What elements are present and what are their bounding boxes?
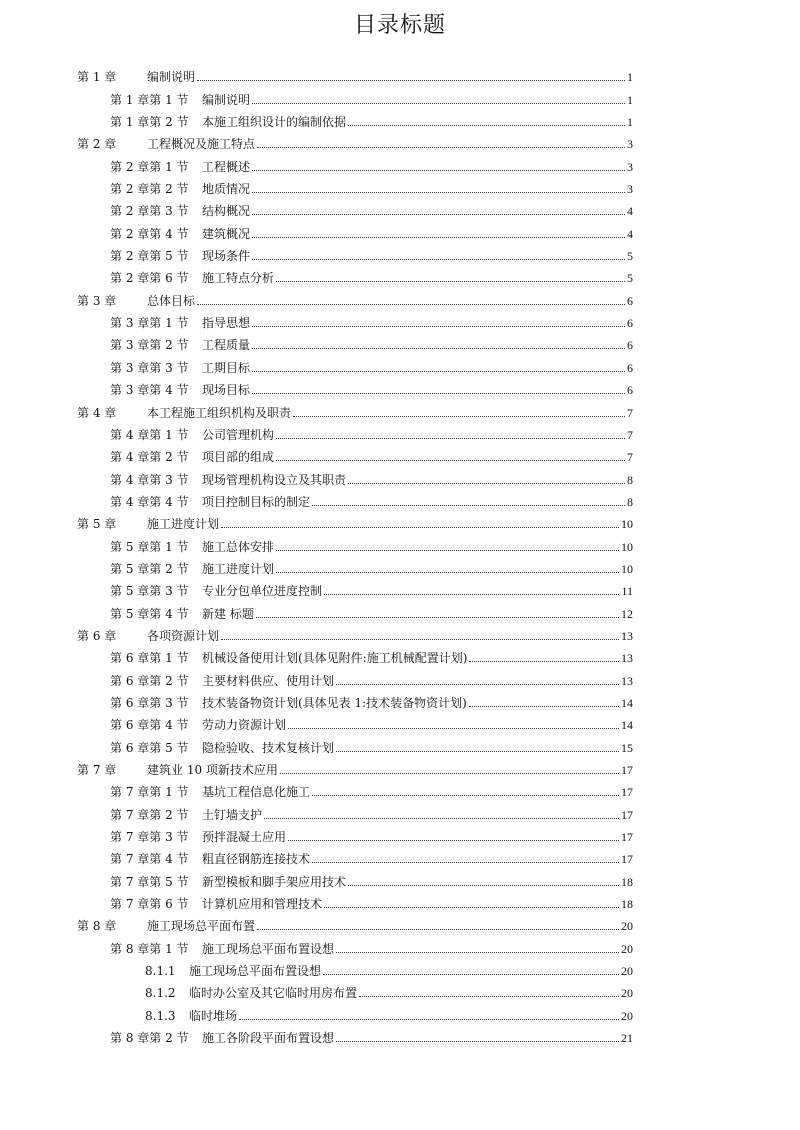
toc-section-entry[interactable] — [77, 866, 633, 888]
toc-page-number: 3 — [627, 182, 633, 197]
toc-entry-number: 第 1 章第 2 节 — [110, 115, 189, 130]
toc-entry-title: 新型模板和脚手架应用技术 — [202, 874, 347, 889]
toc-page-number: 7 — [627, 405, 633, 420]
toc-dot-leader — [276, 281, 625, 282]
toc-entry-number: 第 6 章 — [77, 628, 117, 643]
toc-entry-number: 第 5 章第 1 节 — [110, 539, 189, 554]
toc-entry-number: 第 8 章第 2 节 — [110, 1031, 189, 1046]
toc-entry-title: 总体目标 — [147, 293, 196, 308]
toc-dot-leader — [252, 192, 625, 193]
toc-dot-leader — [312, 862, 619, 863]
toc-entry-title: 施工现场总平面布置 — [147, 919, 256, 934]
toc-entry-title: 技术装备物资计划(具体见表 1:技术装备物资计划) — [202, 695, 467, 710]
toc-chapter-entry[interactable] — [77, 621, 633, 643]
toc-section-entry[interactable] — [77, 308, 633, 330]
toc-dot-leader — [221, 527, 619, 528]
toc-dot-leader — [336, 1041, 619, 1042]
toc-entry-title: 工程概述 — [202, 159, 251, 174]
toc-dot-leader — [252, 393, 625, 394]
toc-entry-number: 8.1.1 — [145, 964, 176, 979]
toc-entry-title: 本施工组织设计的编制依据 — [202, 115, 347, 130]
toc-page-number: 10 — [621, 539, 633, 554]
toc-entry-number: 第 6 章第 4 节 — [110, 718, 189, 733]
toc-dot-leader — [252, 326, 625, 327]
toc-section-entry[interactable] — [77, 844, 633, 866]
toc-page-number: 1 — [627, 70, 633, 85]
toc-entry-number: 第 3 章第 2 节 — [110, 338, 189, 353]
toc-dot-leader — [469, 706, 619, 707]
toc-subsection-entry[interactable] — [77, 1000, 633, 1022]
toc-section-entry[interactable] — [77, 554, 633, 576]
toc-entry-number: 第 4 章第 3 节 — [110, 472, 189, 487]
toc-section-entry[interactable] — [77, 84, 633, 106]
toc-entry-number: 第 6 章第 2 节 — [110, 673, 189, 688]
toc-entry-title: 现场管理机构设立及其职责 — [202, 472, 347, 487]
toc-dot-leader — [252, 214, 625, 215]
toc-dot-leader — [252, 259, 625, 260]
toc-dot-leader — [197, 80, 625, 81]
toc-page-number: 17 — [621, 785, 633, 800]
toc-entry-title: 地质情况 — [202, 182, 251, 197]
toc-page-number: 20 — [621, 919, 633, 934]
toc-entry-title: 隐检验收、技术复核计划 — [202, 740, 335, 755]
toc-title: 目录标题 — [353, 13, 446, 38]
toc-page-number: 6 — [627, 383, 633, 398]
toc-section-entry[interactable] — [77, 777, 633, 799]
toc-dot-leader — [252, 170, 625, 171]
toc-page-number: 8 — [627, 472, 633, 487]
toc-entry-number: 第 3 章第 1 节 — [110, 316, 189, 331]
toc-entry-number: 第 5 章第 2 节 — [110, 561, 189, 576]
toc-dot-leader — [257, 147, 625, 148]
toc-section-entry[interactable] — [77, 1023, 633, 1045]
toc-entry-number: 第 6 章第 1 节 — [110, 651, 189, 666]
toc-entry-title: 各项资源计划 — [147, 628, 220, 643]
toc-dot-leader — [336, 952, 619, 953]
toc-entry-number: 第 5 章 — [77, 517, 117, 532]
toc-page-number: 4 — [627, 226, 633, 241]
toc-entry-title: 施工特点分析 — [202, 271, 275, 286]
toc-page-number: 17 — [621, 830, 633, 845]
toc-section-entry[interactable] — [77, 241, 633, 263]
toc-section-entry[interactable] — [77, 442, 633, 464]
toc-entry-title: 劳动力资源计划 — [202, 718, 287, 733]
toc-section-entry[interactable] — [77, 464, 633, 486]
toc-entry-title: 土钉墙支护 — [202, 807, 263, 822]
toc-page-number: 21 — [621, 1031, 633, 1046]
toc-entry-title: 工程质量 — [202, 338, 251, 353]
toc-entry-title: 施工各阶段平面布置设想 — [202, 1031, 335, 1046]
toc-entry-title: 粗直径钢筋连接技术 — [202, 852, 311, 867]
toc-entry-title: 结构概况 — [202, 204, 251, 219]
toc-page-number: 3 — [627, 159, 633, 174]
toc-dot-leader — [359, 996, 619, 997]
toc-section-entry[interactable] — [77, 487, 633, 509]
toc-entry-title: 工期目标 — [202, 360, 251, 375]
toc-page-number: 6 — [627, 338, 633, 353]
toc-section-entry[interactable] — [77, 822, 633, 844]
toc-page-number: 14 — [621, 695, 633, 710]
toc-dot-leader — [348, 483, 625, 484]
toc-section-entry[interactable] — [77, 151, 633, 173]
toc-dot-leader — [276, 460, 625, 461]
toc-entry-number: 第 2 章第 4 节 — [110, 226, 189, 241]
toc-page-number: 10 — [621, 561, 633, 576]
toc-entry-title: 基坑工程信息化施工 — [202, 785, 311, 800]
toc-page-number: 5 — [627, 271, 633, 286]
toc-section-entry[interactable] — [77, 598, 633, 620]
toc-entry-number: 第 3 章 — [77, 293, 117, 308]
toc-dot-leader — [252, 237, 625, 238]
toc-page-number: 7 — [627, 450, 633, 465]
toc-entry-number: 第 8 章第 1 节 — [110, 941, 189, 956]
toc-dot-leader — [239, 1019, 619, 1020]
toc-entry-number: 第 4 章第 4 节 — [110, 494, 189, 509]
toc-entry-title: 专业分包单位进度控制 — [202, 584, 323, 599]
toc-dot-leader — [336, 684, 619, 685]
toc-section-entry[interactable] — [77, 420, 633, 442]
toc-dot-leader — [252, 371, 625, 372]
toc-entry-title: 指导思想 — [202, 316, 251, 331]
toc-dot-leader — [324, 907, 619, 908]
toc-page-number: 18 — [621, 874, 633, 889]
toc-entry-number: 第 7 章第 3 节 — [110, 830, 189, 845]
toc-entry-number: 第 3 章第 4 节 — [110, 383, 189, 398]
toc-entry-title: 新建 标题 — [202, 606, 254, 621]
toc-entry-title: 计算机应用和管理技术 — [202, 897, 323, 912]
toc-subsection-entry[interactable] — [77, 956, 633, 978]
toc-entry-title: 施工总体安排 — [202, 539, 275, 554]
table-of-contents — [77, 62, 633, 1045]
toc-dot-leader — [469, 661, 619, 662]
toc-entry-title: 本工程施工组织机构及职责 — [147, 405, 292, 420]
toc-entry-title: 临时办公室及其它临时用房布置 — [189, 986, 358, 1001]
toc-dot-leader — [276, 550, 619, 551]
toc-page-number: 20 — [621, 1008, 633, 1023]
toc-entry-number: 第 2 章第 2 节 — [110, 182, 189, 197]
toc-page-number: 14 — [621, 718, 633, 733]
toc-entry-title: 现场目标 — [202, 383, 251, 398]
toc-dot-leader — [348, 125, 625, 126]
toc-page-number: 3 — [627, 137, 633, 152]
toc-dot-leader — [336, 751, 619, 752]
toc-section-entry[interactable] — [77, 531, 633, 553]
toc-section-entry[interactable] — [77, 218, 633, 240]
toc-entry-number: 第 6 章第 5 节 — [110, 740, 189, 755]
toc-entry-number: 第 1 章第 1 节 — [110, 92, 189, 107]
toc-page-number: 1 — [627, 115, 633, 130]
toc-section-entry[interactable] — [77, 889, 633, 911]
toc-entry-title: 预拌混凝土应用 — [202, 830, 287, 845]
toc-page-number: 6 — [627, 293, 633, 308]
toc-entry-title: 项目部的组成 — [202, 450, 275, 465]
toc-dot-leader — [312, 505, 625, 506]
toc-entry-number: 8.1.3 — [145, 1008, 176, 1023]
toc-chapter-entry[interactable] — [77, 62, 633, 84]
toc-entry-number: 第 7 章第 4 节 — [110, 852, 189, 867]
toc-section-entry[interactable] — [77, 688, 633, 710]
toc-section-entry[interactable] — [77, 107, 633, 129]
toc-page-number: 6 — [627, 360, 633, 375]
toc-entry-title: 机械设备使用计划(具体见附件:施工机械配置计划) — [202, 651, 468, 666]
toc-entry-number: 第 2 章第 5 节 — [110, 249, 189, 264]
toc-section-entry[interactable] — [77, 375, 633, 397]
toc-section-entry[interactable] — [77, 933, 633, 955]
toc-section-entry[interactable] — [77, 174, 633, 196]
toc-section-entry[interactable] — [77, 665, 633, 687]
toc-entry-number: 第 5 章第 3 节 — [110, 584, 189, 599]
toc-entry-title: 编制说明 — [202, 92, 251, 107]
toc-section-entry[interactable] — [77, 576, 633, 598]
toc-dot-leader — [288, 728, 619, 729]
toc-page-number: 1 — [627, 92, 633, 107]
toc-entry-title: 项目控制目标的制定 — [202, 494, 311, 509]
toc-chapter-entry[interactable] — [77, 285, 633, 307]
toc-section-entry[interactable] — [77, 710, 633, 732]
toc-entry-number: 第 2 章 — [77, 137, 117, 152]
toc-dot-leader — [348, 885, 619, 886]
toc-page-number: 5 — [627, 249, 633, 264]
toc-entry-number: 第 7 章 — [77, 763, 117, 777]
toc-page-number: 8 — [627, 494, 633, 509]
toc-page-number: 17 — [621, 852, 633, 867]
toc-section-entry[interactable] — [77, 732, 633, 754]
toc-page-number: 12 — [621, 606, 633, 621]
toc-entry-title: 公司管理机构 — [202, 427, 275, 442]
toc-entry-number: 第 7 章第 6 节 — [110, 897, 189, 912]
toc-dot-leader — [293, 416, 625, 417]
toc-entry-number: 8.1.2 — [145, 986, 176, 1001]
toc-page-number: 15 — [621, 740, 633, 755]
toc-entry-number: 第 6 章第 3 节 — [110, 695, 189, 710]
toc-entry-number: 第 1 章 — [77, 70, 117, 85]
toc-section-entry[interactable] — [77, 799, 633, 821]
toc-page-number: 7 — [627, 427, 633, 442]
toc-entry-number: 第 7 章第 1 节 — [110, 785, 189, 800]
toc-dot-leader — [276, 438, 625, 439]
toc-chapter-entry[interactable] — [77, 755, 633, 777]
toc-page-number: 13 — [621, 651, 633, 666]
toc-entry-number: 第 4 章 — [77, 405, 117, 420]
toc-entry-number: 第 3 章第 3 节 — [110, 360, 189, 375]
toc-dot-leader — [221, 639, 619, 640]
toc-dot-leader — [252, 348, 625, 349]
toc-entry-title: 工程概况及施工特点 — [147, 137, 256, 152]
toc-chapter-entry[interactable] — [77, 397, 633, 419]
toc-section-entry[interactable] — [77, 330, 633, 352]
toc-page-number: 20 — [621, 986, 633, 1001]
toc-entry-number: 第 5 章第 4 节 — [110, 606, 189, 621]
toc-dot-leader — [280, 773, 619, 774]
toc-subsection-entry[interactable] — [77, 978, 633, 1000]
toc-page-number: 18 — [621, 897, 633, 912]
toc-page-number: 10 — [621, 517, 633, 532]
toc-entry-title: 建筑业 10 项新技术应用 — [147, 763, 278, 777]
toc-entry-number: 第 7 章第 2 节 — [110, 807, 189, 822]
toc-entry-title: 施工现场总平面布置设想 — [202, 941, 335, 956]
toc-entry-number: 第 2 章第 3 节 — [110, 204, 189, 219]
toc-section-entry[interactable] — [77, 196, 633, 218]
toc-page-number: 20 — [621, 941, 633, 956]
toc-entry-title: 现场条件 — [202, 249, 251, 264]
toc-entry-number: 第 4 章第 1 节 — [110, 427, 189, 442]
toc-entry-number: 第 4 章第 2 节 — [110, 450, 189, 465]
toc-dot-leader — [312, 795, 619, 796]
toc-page-number: 20 — [621, 964, 633, 979]
toc-section-entry[interactable] — [77, 643, 633, 665]
toc-page-number: 11 — [621, 584, 633, 599]
toc-page-number: 4 — [627, 204, 633, 219]
toc-dot-leader — [276, 572, 619, 573]
toc-dot-leader — [323, 974, 619, 975]
toc-entry-number: 第 7 章第 5 节 — [110, 874, 189, 889]
toc-chapter-entry[interactable] — [77, 911, 633, 933]
toc-entry-title: 施工现场总平面布置设想 — [189, 964, 322, 979]
toc-section-entry[interactable] — [77, 352, 633, 374]
toc-dot-leader — [288, 840, 619, 841]
toc-page-number: 17 — [621, 763, 633, 777]
toc-dot-leader — [264, 818, 619, 819]
toc-dot-leader — [252, 103, 625, 104]
toc-page-number: 6 — [627, 316, 633, 331]
toc-dot-leader — [256, 617, 619, 618]
toc-section-entry[interactable] — [77, 263, 633, 285]
toc-page-number: 17 — [621, 807, 633, 822]
toc-entry-title: 临时堆场 — [189, 1008, 238, 1023]
toc-entry-title: 施工进度计划 — [147, 517, 220, 532]
toc-entry-title: 主要材料供应、使用计划 — [202, 673, 335, 688]
toc-dot-leader — [197, 304, 625, 305]
toc-entry-number: 第 8 章 — [77, 919, 117, 934]
toc-entry-number: 第 2 章第 1 节 — [110, 159, 189, 174]
toc-page-number: 13 — [621, 673, 633, 688]
toc-page-number: 13 — [621, 628, 633, 643]
toc-chapter-entry[interactable] — [77, 129, 633, 151]
toc-entry-title: 编制说明 — [147, 70, 196, 85]
toc-dot-leader — [324, 594, 619, 595]
toc-chapter-entry[interactable] — [77, 509, 633, 531]
toc-entry-title: 建筑概况 — [202, 226, 251, 241]
toc-entry-title: 施工进度计划 — [202, 561, 275, 576]
toc-dot-leader — [257, 929, 619, 930]
toc-entry-number: 第 2 章第 6 节 — [110, 271, 189, 286]
